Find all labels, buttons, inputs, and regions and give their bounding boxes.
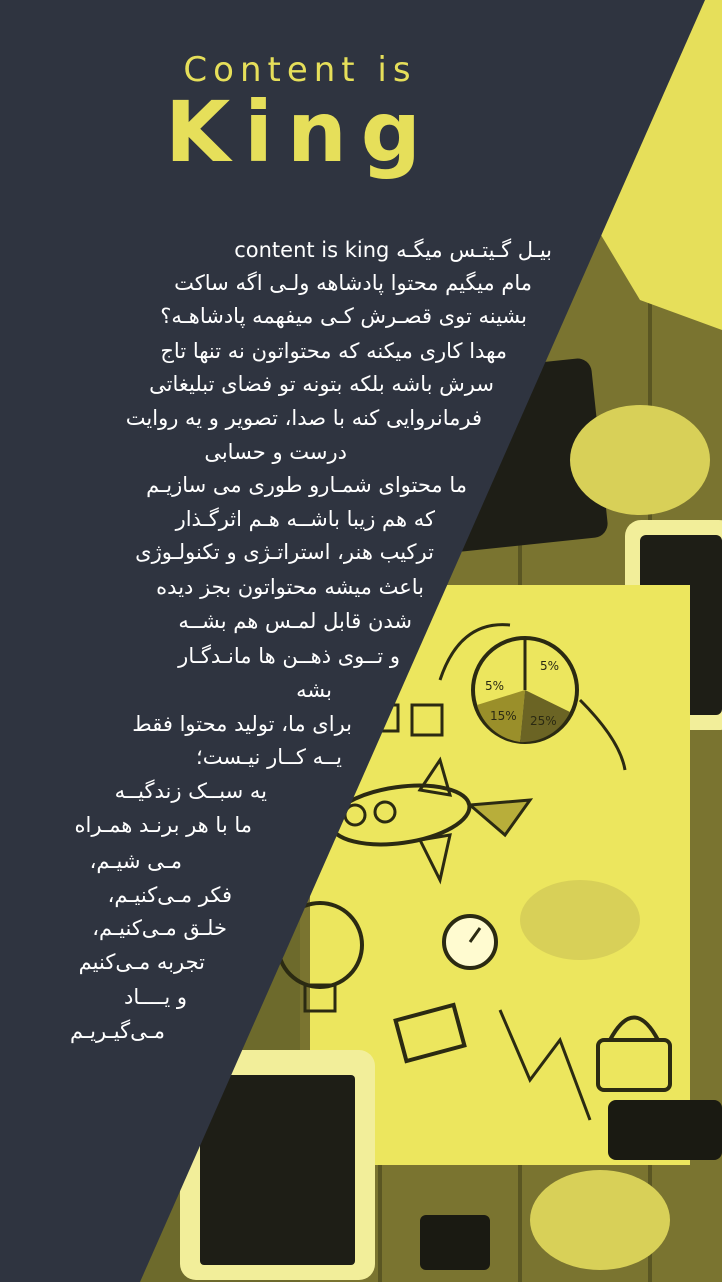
text-line: بشه [296,678,332,702]
text-line: فرمانروایی کنه با صدا، تصویر و یه روایت [125,406,482,430]
title-line-2: King [165,83,435,181]
text-line: سرش باشه بلکه بتونه تو فضای تبلیغاتی [149,372,494,396]
text-line: ترکیب هنر، استراتـژی و تکنولـوژی [135,540,434,564]
text-line: و یــــاد [123,985,187,1009]
text-line: شدن قابل لمـس هم بشــه [178,609,412,633]
text-line: برای ما، تولید محتوا فقط [132,712,352,736]
pie-label-c: 15% [490,709,517,723]
pie-label-d: 25% [530,714,557,728]
text-line: بیـل گـیتـس میگـه content is king [234,238,552,262]
title-line-1: Content is [183,50,417,90]
text-line: ما محتوای شمـارو طوری می سازیـم [146,473,467,497]
text-line: یــه کــار نیـست؛ [196,745,342,769]
text-line: مـی شیـم، [89,849,182,873]
text-line: فکر مـی‌کنیـم، [107,883,232,907]
text-line: یه سبــک زندگیــه [114,779,267,803]
text-line: درست و حسابی [204,440,347,464]
text-line: مـی‌گیـریـم [70,1019,165,1043]
text-line: باعث میشه محتواتون بجز دیده [156,575,424,599]
text-line: مام میگیم محتوا پادشاهه ولـی اگه ساکت [174,271,532,295]
text-line: ما با هر برنـد همـراه [74,813,252,837]
text-line: تجربه مـی‌کنیم [78,950,205,974]
text-line: بشینه توی قصـرش کـی میفهمه پادشاهـه؟ [160,304,527,328]
pie-label-b: 5% [485,679,505,693]
text-line: که هم زیبا باشــه هـم اثرگـذار [175,507,435,531]
text-line: خلـق مـی‌کنیـم، [92,916,227,940]
pie-label-a: 5% [540,659,560,673]
text-line: و تــوی ذهــن ها مانـدگـار [178,644,400,668]
text-line: مهدا کاری میکنه که محتواتون نه تنها تاج [160,339,507,363]
